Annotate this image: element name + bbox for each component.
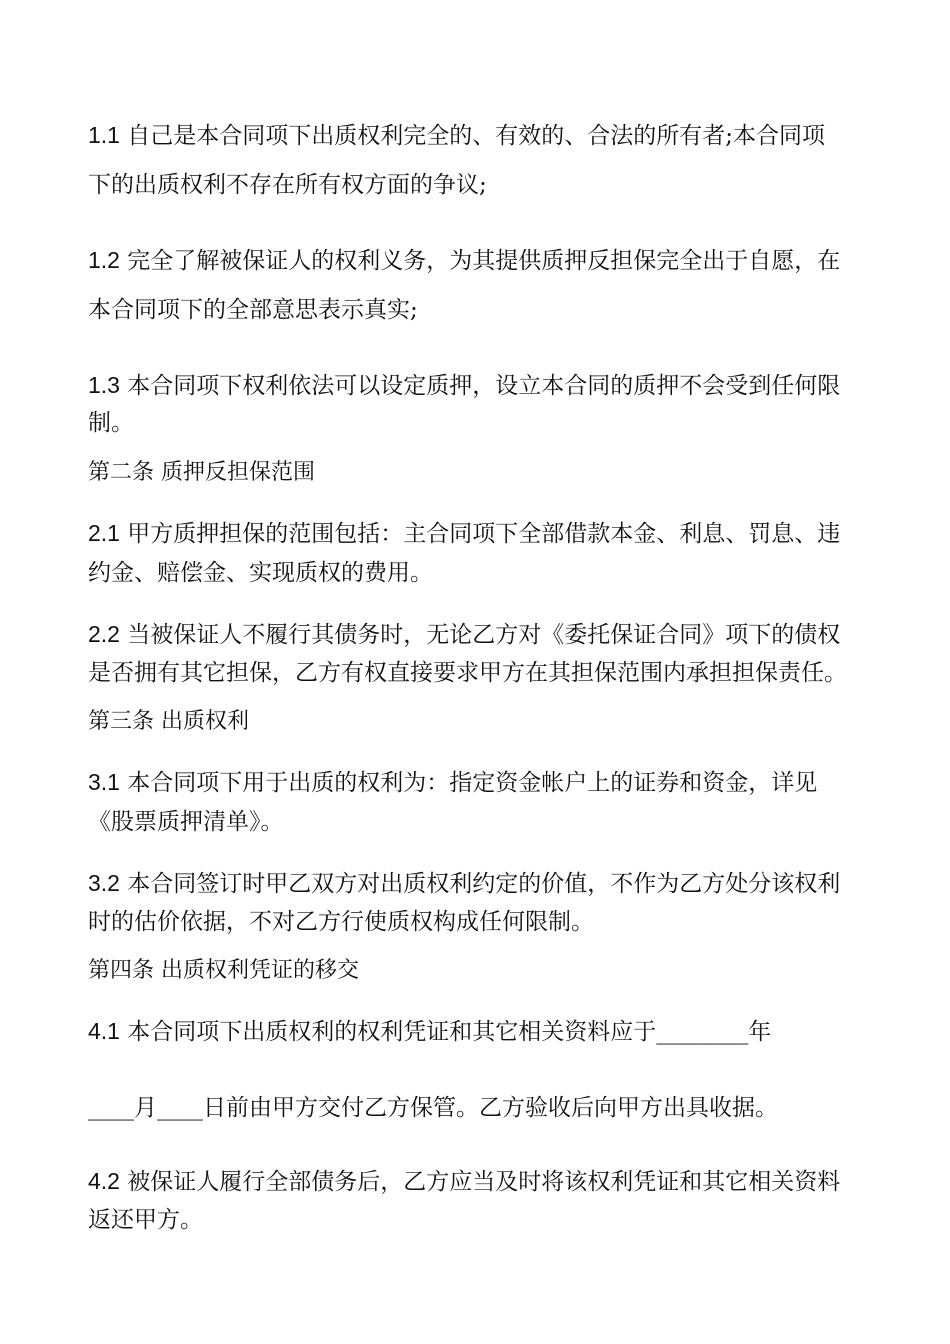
clause-number: 2.1 [88,520,120,546]
clause-number: 3.2 [88,870,120,896]
clause-1-1-line-2: 下的出质权利不存在所有权方面的争议; [88,172,487,198]
clause-number: 1.3 [88,372,120,398]
clause-number: 4.2 [88,1168,120,1194]
clause-1-2-line-1 [88,245,868,276]
clause-text: 本合同项下权利依法可以设定质押，设立本合同的质押不会受到任何限 [119,373,841,399]
clause-2-2-line-2: 是否拥有其它担保，乙方有权直接要求甲方在其担保范围内承担担保责任。 [88,660,847,686]
clause-text: 本合同签订时甲乙双方对出质权利约定的价值，不作为乙方处分该权利 [119,871,841,897]
clause-4-1-line-2: ____月____日前由甲方交付乙方保管。乙方验收后向甲方出具收据。 [88,1095,778,1121]
section-heading-3: 第三条 出质权利 [88,709,249,734]
clause-text: 自己是本合同项下出质权利完全的、有效的、合法的所有者;本合同项 [119,123,826,149]
clause-number: 1.2 [88,247,120,273]
clause-2-1-line-2: 约金、赔偿金、实现质权的费用。 [88,560,433,586]
clause-4-1-line-1 [88,1016,868,1047]
clause-2-1-line-1 [88,518,868,549]
clause-text: 本合同项下用于出质的权利为：指定资金帐户上的证券和资金，详见 [119,770,818,796]
clause-text: 当被保证人不履行其债务时，无论乙方对《委托保证合同》项下的债权 [119,622,841,648]
clause-2-2-line-1 [88,619,868,650]
clause-1-1-line-1 [88,120,868,151]
clause-3-2-line-1 [88,868,868,899]
clause-number: 2.2 [88,621,120,647]
clause-text: 完全了解被保证人的权利义务，为其提供质押反担保完全出于自愿，在 [119,248,841,274]
clause-number: 4.1 [88,1018,120,1044]
clause-3-1-line-2: 《股票质押清单》。 [88,809,284,835]
clause-1-2-line-2: 本合同项下的全部意思表示真实; [88,297,418,323]
clause-text: 本合同项下出质权利的权利凭证和其它相关资料应于________年 [119,1019,772,1045]
clause-4-2-line-1 [88,1166,868,1197]
clause-1-3-line-2: 制。 [88,410,134,436]
clause-3-1-line-1 [88,767,868,798]
clause-1-3-line-1 [88,370,868,401]
section-heading-4: 第四条 出质权利凭证的移交 [88,958,359,983]
clause-number: 1.1 [88,122,120,148]
clause-number: 3.1 [88,769,120,795]
clause-4-2-line-2: 返还甲方。 [88,1207,203,1233]
clause-text: 被保证人履行全部债务后，乙方应当及时将该权利凭证和其它相关资料 [119,1169,841,1195]
section-heading-2: 第二条 质押反担保范围 [88,460,315,485]
clause-3-2-line-2: 时的估价依据，不对乙方行使质权构成任何限制。 [88,909,594,935]
clause-text: 甲方质押担保的范围包括：主合同项下全部借款本金、利息、罚息、违 [119,521,841,547]
